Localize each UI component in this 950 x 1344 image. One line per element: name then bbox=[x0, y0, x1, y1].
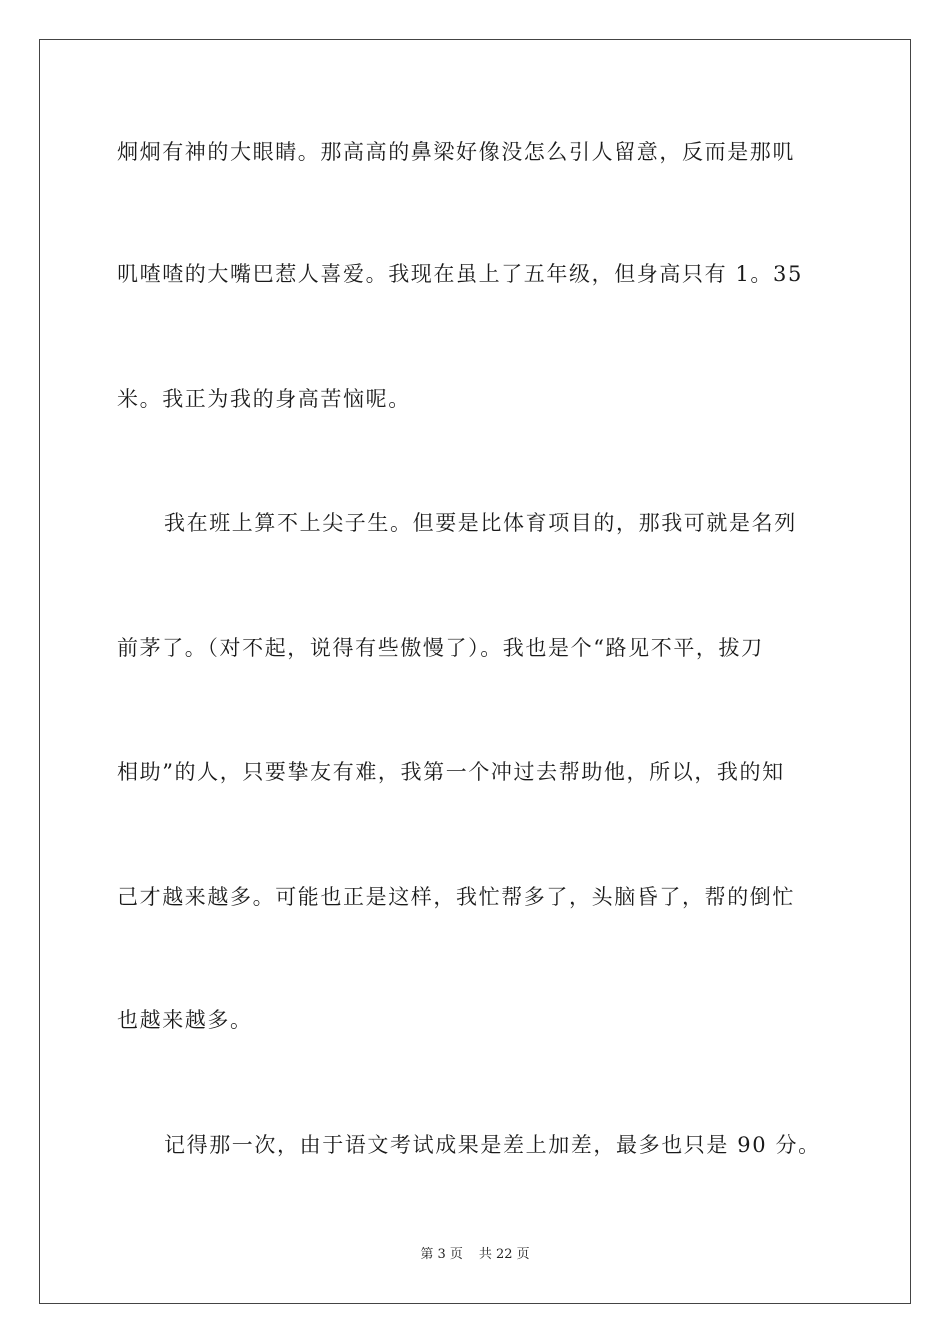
paragraph-first-line: 记得那一次，由于语文考试成果是差上加差，最多也只是 90 分。 bbox=[164, 1133, 821, 1157]
text-line: 也越来越多。 bbox=[117, 1008, 253, 1032]
page-border bbox=[39, 39, 911, 1304]
page-number: 第 3 页 bbox=[420, 1247, 463, 1262]
paragraph-first-line: 我在班上算不上尖子生。但要是比体育项目的，那我可就是名列 bbox=[164, 511, 797, 535]
text-line: 前茅了。（对不起，说得有些傲慢了）。我也是个“路见不平，拔刀 bbox=[117, 636, 764, 660]
text-line: 炯炯有神的大眼睛。那高高的鼻梁好像没怎么引人留意，反而是那叽 bbox=[117, 140, 795, 164]
page-total: 共 22 页 bbox=[478, 1247, 530, 1262]
text-line: 相助”的人，只要挚友有难，我第一个冲过去帮助他，所以，我的知 bbox=[117, 760, 785, 784]
text-line: 己才越来越多。可能也正是这样，我忙帮多了，头脑昏了，帮的倒忙 bbox=[117, 885, 795, 909]
text-line: 米。我正为我的身高苦恼呢。 bbox=[117, 387, 411, 411]
page-footer bbox=[0, 1246, 950, 1264]
text-line: 叽喳喳的大嘴巴惹人喜爱。我现在虽上了五年级，但身高只有 1。35 bbox=[117, 262, 803, 286]
